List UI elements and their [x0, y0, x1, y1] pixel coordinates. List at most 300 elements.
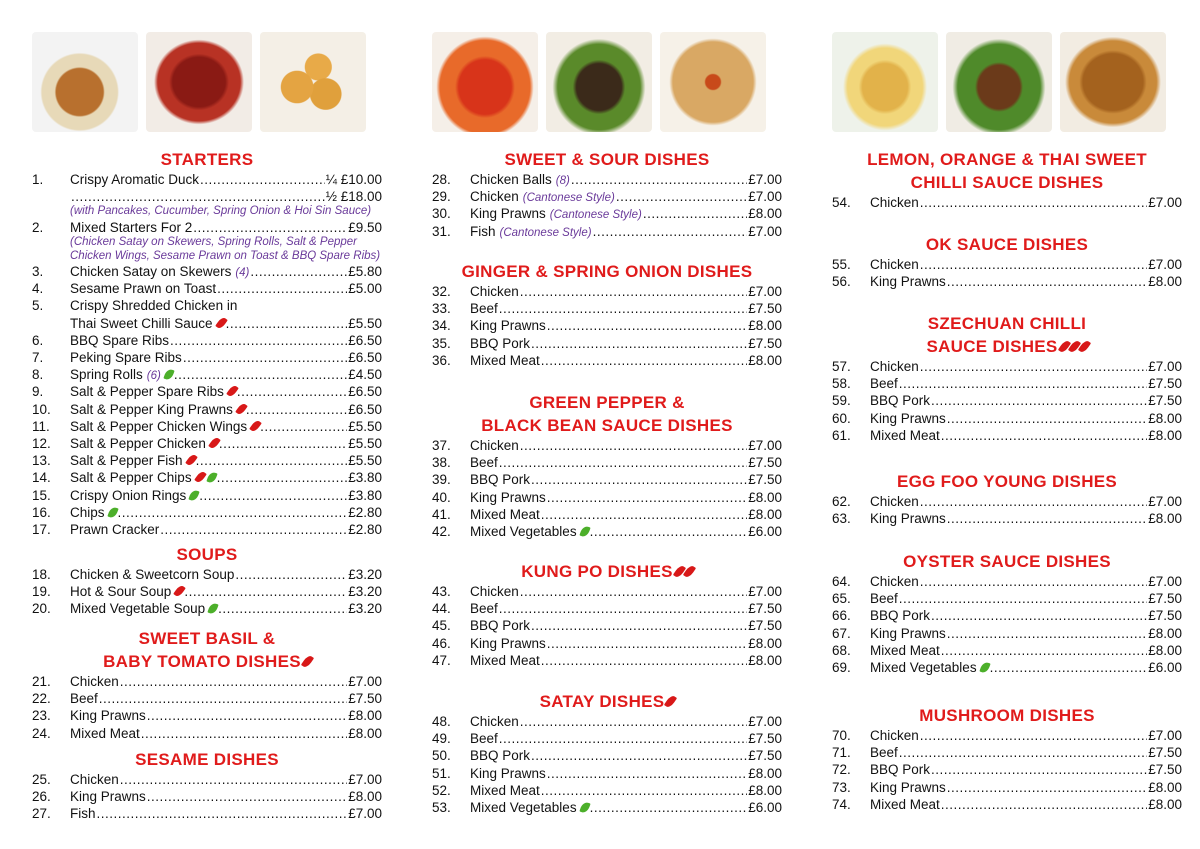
- item-number: 15.: [32, 487, 51, 503]
- item-name: [470, 352, 540, 369]
- item-name-text: Chicken Satay on Skewers: [70, 264, 232, 280]
- item-name: [470, 600, 498, 617]
- dot-leader: [499, 454, 747, 471]
- item-name-text: King Prawns: [70, 708, 146, 724]
- item-number: 38.: [432, 455, 451, 471]
- item-number: 49.: [432, 731, 451, 747]
- item-number: 1.: [32, 172, 44, 187]
- item-number: 30.: [432, 206, 451, 222]
- menu-item: [432, 747, 782, 764]
- item-number: 68.: [832, 642, 851, 658]
- item-price: £8.00: [748, 782, 782, 798]
- menu-item: [32, 504, 382, 521]
- noodles-photo: [1060, 32, 1166, 132]
- item-price: £7.00: [1148, 257, 1182, 272]
- item-name: [870, 410, 946, 427]
- photo-strip-2: [432, 32, 772, 132]
- dot-leader: [931, 607, 1147, 624]
- item-price: ¼ £10.00: [325, 172, 382, 187]
- item-name: [470, 713, 519, 730]
- item-price: £7.00: [1148, 494, 1182, 509]
- item-name: [70, 401, 245, 418]
- menu-item: [432, 205, 782, 222]
- item-name: [870, 659, 989, 676]
- item-price: £5.50: [348, 418, 382, 434]
- beef-pepper-photo: [546, 32, 652, 132]
- menu-item: [832, 642, 1182, 659]
- item-price: £7.00: [748, 584, 782, 599]
- item-number: 53.: [432, 799, 451, 815]
- menu-item: [832, 727, 1182, 744]
- dot-leader: [184, 583, 347, 600]
- item-name: [70, 280, 216, 297]
- dot-leader: [547, 765, 747, 782]
- item-price: £6.50: [348, 384, 382, 400]
- item-number: 40.: [432, 489, 451, 505]
- item-number: 64.: [832, 574, 851, 589]
- menu-section: [832, 704, 1182, 813]
- item-number: 47.: [432, 652, 451, 668]
- item-price: £7.00: [748, 714, 782, 729]
- item-number: 71.: [832, 745, 851, 761]
- item-name: [870, 392, 930, 409]
- item-name: [70, 297, 237, 314]
- dot-leader: [531, 617, 747, 634]
- item-name-text: BBQ Pork: [870, 762, 931, 778]
- photo-strip-3: [832, 32, 1172, 132]
- item-price: £7.50: [1148, 762, 1182, 778]
- item-name-text: Fish: [70, 806, 96, 822]
- item-name: [870, 779, 946, 796]
- item-name: [470, 283, 519, 300]
- item-name: [870, 642, 940, 659]
- menu-item: [432, 617, 782, 634]
- item-name-text: Salt & Pepper Fish: [70, 453, 183, 469]
- menu-section: [432, 260, 782, 369]
- menu-item: [432, 782, 782, 799]
- item-number: 59.: [832, 393, 851, 409]
- item-number: 41.: [432, 506, 451, 522]
- item-price: ½ £18.00: [325, 189, 382, 205]
- item-name-text: Mixed Meat: [470, 506, 540, 522]
- item-price: £6.50: [348, 350, 382, 365]
- dot-leader: [226, 315, 348, 332]
- item-name: [870, 427, 940, 444]
- section-heading-text: CHILLI SAUCE DISHES: [910, 173, 1104, 192]
- item-number: 50.: [432, 748, 451, 764]
- item-number: 39.: [432, 472, 451, 488]
- dot-leader: [541, 506, 747, 523]
- section-heading-text: SESAME DISHES: [135, 750, 279, 769]
- dot-leader: [141, 725, 347, 742]
- item-number: 2.: [32, 219, 44, 235]
- item-name-text: BBQ Pork: [470, 618, 531, 634]
- menu-item: [432, 765, 782, 782]
- item-name-text: Crispy Shredded Chicken in: [70, 298, 238, 314]
- item-name: [470, 782, 540, 799]
- item-price: £7.50: [1148, 608, 1182, 624]
- menu-item: [432, 223, 782, 240]
- item-name: [470, 617, 530, 634]
- spare-ribs-photo: [146, 32, 252, 132]
- item-price: £2.80: [348, 504, 382, 520]
- menu-item: [32, 219, 382, 236]
- item-name-text: BBQ Spare Ribs: [70, 332, 170, 348]
- menu-item: [832, 744, 1182, 761]
- item-price: £7.50: [1148, 393, 1182, 409]
- item-number: 28.: [432, 172, 451, 187]
- item-price: £3.80: [348, 470, 382, 486]
- item-price: £7.50: [748, 731, 782, 747]
- item-name: [470, 747, 530, 764]
- item-name: [70, 771, 119, 788]
- item-price: £7.50: [348, 691, 382, 707]
- menu-item: [432, 583, 782, 600]
- menu-item: [432, 317, 782, 334]
- item-name: [470, 730, 498, 747]
- item-name-text: Beef: [470, 301, 498, 317]
- chili-icon: [194, 470, 207, 484]
- dot-leader: [250, 263, 347, 280]
- item-price: £7.00: [1148, 574, 1182, 589]
- menu-item: [832, 510, 1182, 527]
- item-number: 31.: [432, 223, 451, 239]
- item-number: 60.: [832, 410, 851, 426]
- menu-item: [832, 392, 1182, 409]
- item-number: 10.: [32, 401, 51, 417]
- dot-leader: [590, 799, 748, 816]
- item-price: £8.00: [348, 725, 382, 741]
- dot-leader: [920, 727, 1147, 744]
- dot-leader: [246, 401, 347, 418]
- menu-section: [432, 560, 782, 669]
- menu-item: [832, 590, 1182, 607]
- vegetarian-leaf-icon: [579, 801, 590, 814]
- menu-section: [32, 627, 382, 742]
- menu-item: [32, 383, 382, 400]
- dot-leader: [616, 188, 747, 205]
- dot-leader: [931, 761, 1147, 778]
- item-number: 14.: [32, 470, 51, 486]
- item-name: [70, 583, 183, 600]
- item-name: [870, 744, 898, 761]
- dot-leader: [571, 171, 747, 188]
- item-number: 6.: [32, 332, 44, 348]
- item-name: [870, 796, 940, 813]
- menu-section: [32, 748, 382, 823]
- item-number: 24.: [32, 725, 51, 741]
- item-name: [470, 652, 540, 669]
- item-price: £5.50: [348, 435, 382, 451]
- dot-leader: [71, 188, 325, 205]
- section-heading: [32, 543, 382, 566]
- dot-leader: [237, 383, 347, 400]
- item-name-text: Peking Spare Ribs: [70, 350, 182, 365]
- item-name-text: King Prawns: [470, 318, 546, 334]
- menu-item: [832, 625, 1182, 642]
- dot-leader: [531, 471, 747, 488]
- dot-leader: [899, 590, 1147, 607]
- dot-leader: [920, 573, 1147, 590]
- item-name-text: Chicken: [470, 284, 519, 299]
- menu-section: [432, 391, 782, 540]
- item-name-text: Beef: [470, 601, 498, 617]
- item-name-text: BBQ Pork: [470, 472, 531, 488]
- dot-leader: [920, 256, 1147, 273]
- item-name-text: Beef: [870, 376, 898, 392]
- item-price: £8.00: [1148, 410, 1182, 426]
- item-name: [70, 600, 217, 617]
- section-heading-text: OK SAUCE DISHES: [925, 235, 1089, 254]
- item-number: 66.: [832, 608, 851, 624]
- menu-item: [32, 315, 382, 332]
- item-name-text: Salt & Pepper Chicken Wings: [70, 418, 248, 434]
- item-number: 55.: [832, 257, 851, 272]
- menu-item: [432, 523, 782, 540]
- vegetarian-leaf-icon: [163, 368, 174, 381]
- item-name-text: King Prawns: [870, 625, 946, 641]
- item-name-text: Mixed Meat: [870, 427, 940, 443]
- item-name-text: King Prawns: [470, 635, 546, 651]
- menu-item: [432, 454, 782, 471]
- item-price: £7.50: [748, 455, 782, 471]
- item-price: £5.80: [348, 264, 382, 280]
- item-number: 17.: [32, 521, 51, 537]
- item-name-text: Beef: [70, 691, 98, 707]
- prawn-toast-photo: [660, 32, 766, 132]
- section-heading: [832, 704, 1182, 727]
- section-heading: [432, 560, 782, 583]
- item-number: 9.: [32, 384, 44, 400]
- section-heading: [432, 690, 782, 713]
- item-name: [70, 418, 259, 435]
- item-number: 56.: [832, 274, 851, 290]
- item-name-text: Beef: [470, 455, 498, 471]
- item-name-text: Mixed Vegetables: [870, 659, 977, 675]
- section-heading-text: BLACK BEAN SAUCE DISHES: [481, 416, 733, 435]
- section-heading: [32, 650, 382, 673]
- section-heading-text: BABY TOMATO DISHES: [103, 652, 301, 671]
- item-price: £7.00: [348, 772, 382, 787]
- item-number: 23.: [32, 708, 51, 724]
- menu-item: [32, 673, 382, 690]
- item-description: Chicken Wings, Sesame Prawn on Toast & BBQ Spare Ribs): [70, 249, 381, 262]
- item-name-text: Chicken: [870, 359, 919, 374]
- dot-leader: [593, 223, 748, 240]
- item-name-text: King Prawns: [870, 410, 946, 426]
- item-name: [470, 437, 519, 454]
- item-note: (Cantonese Style): [499, 226, 592, 239]
- item-number: 19.: [32, 584, 51, 600]
- dot-leader: [217, 469, 348, 486]
- dot-leader: [541, 782, 747, 799]
- item-name-text: Chicken: [870, 728, 919, 743]
- item-number: 11.: [32, 418, 50, 434]
- item-number: 21.: [32, 674, 51, 689]
- item-name: [470, 489, 546, 506]
- section-heading-text: SZECHUAN CHILLI: [927, 314, 1087, 333]
- section-heading-text: KUNG PO DISHES: [521, 562, 673, 581]
- item-name-text: Beef: [470, 731, 498, 747]
- item-number: 13.: [32, 453, 51, 469]
- section-heading-text: SWEET BASIL &: [138, 629, 276, 648]
- item-name-text: Chips: [70, 504, 105, 520]
- item-name: [70, 690, 98, 707]
- section-heading: [832, 470, 1182, 493]
- item-price: £7.00: [348, 806, 382, 822]
- item-note: (Cantonese Style): [522, 192, 615, 205]
- section-heading: [32, 748, 382, 771]
- item-name-text: Sesame Prawn on Toast: [70, 281, 217, 297]
- item-number: 25.: [32, 772, 51, 787]
- section-heading: [432, 391, 782, 414]
- menu-item: [832, 573, 1182, 590]
- menu-section: [32, 543, 382, 618]
- chili-icon: [301, 654, 314, 669]
- item-price: £7.50: [1148, 745, 1182, 761]
- dot-leader: [990, 659, 1148, 676]
- item-name: [470, 223, 592, 242]
- item-number: 12.: [32, 435, 51, 451]
- dot-leader: [520, 283, 747, 300]
- duck-platter-photo: [32, 32, 138, 132]
- item-price: £6.00: [748, 799, 782, 815]
- item-name-text: Mixed Meat: [470, 352, 540, 368]
- item-number: 62.: [832, 494, 851, 509]
- item-name-text: Mixed Vegetables: [470, 799, 577, 815]
- item-number: 65.: [832, 591, 851, 607]
- item-name-text: Chicken Balls: [470, 172, 552, 187]
- dot-leader: [531, 335, 747, 352]
- item-price: £7.50: [748, 601, 782, 617]
- menu-item: [432, 799, 782, 816]
- item-price: £7.00: [748, 189, 782, 205]
- menu-item: [32, 366, 382, 383]
- dot-leader: [920, 358, 1147, 375]
- item-price: £8.00: [348, 789, 382, 805]
- item-number: 22.: [32, 691, 51, 707]
- item-number: 46.: [432, 635, 451, 651]
- section-heading-text: LEMON, ORANGE & THAI SWEET: [867, 150, 1147, 169]
- menu-section: [432, 148, 782, 240]
- item-name-text: King Prawns: [870, 779, 946, 795]
- menu-item: [832, 194, 1182, 211]
- menu-item: [32, 487, 382, 504]
- menu-item: [32, 600, 382, 617]
- menu-item: [32, 418, 382, 435]
- item-name-text: Mixed Meat: [470, 652, 540, 668]
- menu-item: [832, 427, 1182, 444]
- item-price: £6.50: [348, 401, 382, 417]
- item-name: [870, 573, 919, 590]
- item-name: [70, 349, 182, 366]
- chicken-balls-photo: [260, 32, 366, 132]
- dot-leader: [520, 437, 747, 454]
- photo-strip-1: [32, 32, 372, 132]
- dot-leader: [200, 171, 325, 188]
- section-heading-text: SAUCE DISHES: [926, 337, 1058, 356]
- item-name-text: Prawn Cracker: [70, 521, 160, 537]
- item-price: £7.00: [748, 172, 782, 187]
- item-name: [870, 727, 919, 744]
- menu-item: [32, 297, 382, 314]
- dot-leader: [499, 600, 747, 617]
- item-number: 16.: [32, 504, 51, 520]
- item-name: [870, 358, 919, 375]
- menu-item: [32, 188, 382, 205]
- item-price: £7.50: [1148, 376, 1182, 392]
- dot-leader: [547, 489, 747, 506]
- item-name: [870, 493, 919, 510]
- sweet-sour-photo: [432, 32, 538, 132]
- item-price: £6.00: [1148, 659, 1182, 675]
- menu-item: [32, 401, 382, 418]
- section-heading-text: MUSHROOM DISHES: [919, 706, 1095, 725]
- item-name-text: Beef: [870, 591, 898, 607]
- item-name: [70, 707, 146, 724]
- item-name: [70, 504, 117, 521]
- item-name: [470, 799, 589, 816]
- menu-item: [832, 273, 1182, 290]
- item-name-text: King Prawns: [470, 765, 546, 781]
- item-number: 7.: [32, 350, 44, 365]
- menu-item: [432, 437, 782, 454]
- vegetarian-leaf-icon: [206, 471, 217, 484]
- item-name: [70, 219, 192, 236]
- item-name: [470, 635, 546, 652]
- item-number: 74.: [832, 796, 851, 812]
- chili-icon: [664, 694, 677, 709]
- item-number: 4.: [32, 281, 44, 297]
- item-number: 34.: [432, 318, 451, 334]
- item-name: [870, 273, 946, 290]
- item-name-text: Mixed Starters For 2: [70, 219, 193, 235]
- item-price: £7.50: [748, 748, 782, 764]
- menu-item: [32, 566, 382, 583]
- menu-item: [32, 771, 382, 788]
- item-name: [70, 521, 159, 538]
- menu-item: [432, 506, 782, 523]
- item-name: [470, 765, 546, 782]
- menu-item: [32, 332, 382, 349]
- item-name: [870, 375, 898, 392]
- section-heading-text: GINGER & SPRING ONION DISHES: [461, 262, 753, 281]
- menu-item: [32, 280, 382, 297]
- menu-item: [832, 358, 1182, 375]
- dot-leader: [541, 652, 747, 669]
- dot-leader: [547, 317, 747, 334]
- dot-leader: [160, 521, 347, 538]
- item-name-text: Salt & Pepper Spare Ribs: [70, 384, 224, 400]
- section-heading: [32, 627, 382, 650]
- item-price: £8.00: [748, 206, 782, 222]
- dot-leader: [947, 510, 1147, 527]
- item-price: £8.00: [1148, 511, 1182, 527]
- section-heading: [832, 233, 1182, 256]
- dot-leader: [183, 349, 347, 366]
- menu-item: [432, 652, 782, 669]
- menu-item: [32, 725, 382, 742]
- item-number: 58.: [832, 376, 851, 392]
- vegetarian-leaf-icon: [189, 488, 200, 501]
- item-name: [470, 471, 530, 488]
- item-number: 72.: [832, 762, 851, 778]
- item-name-text: King Prawns: [70, 789, 146, 805]
- menu-item: [832, 607, 1182, 624]
- item-name: [70, 383, 236, 400]
- vegetarian-leaf-icon: [979, 661, 990, 674]
- menu-item: [32, 788, 382, 805]
